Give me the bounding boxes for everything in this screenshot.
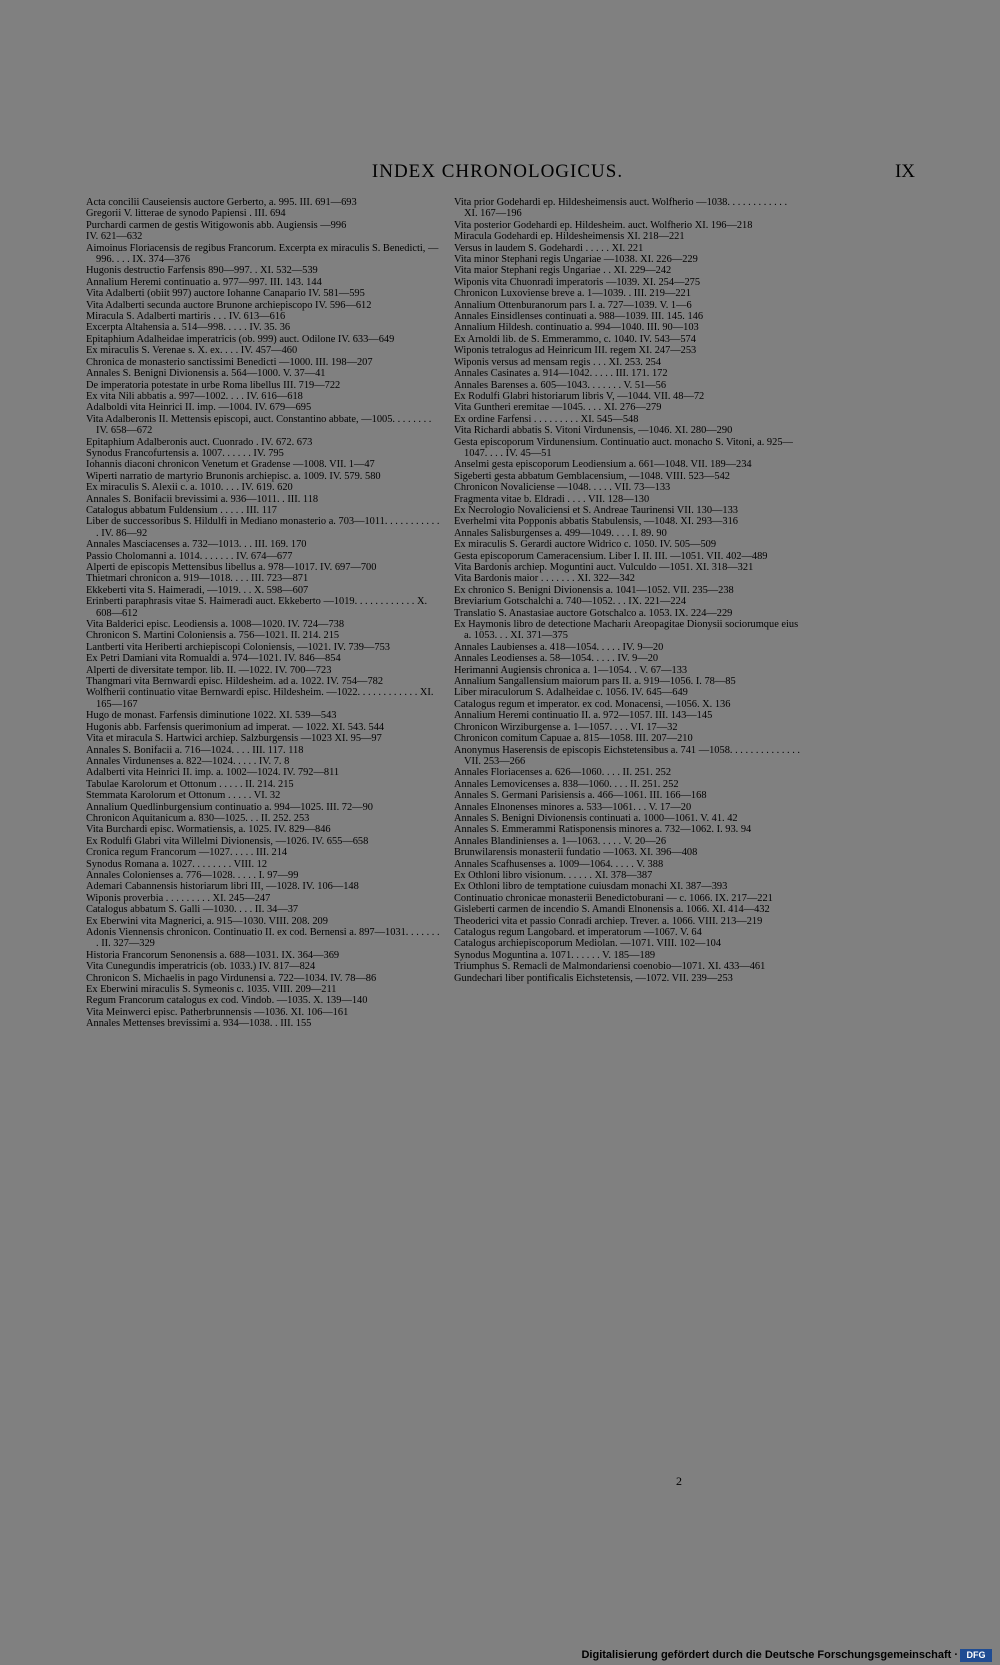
right-column — [454, 197, 802, 984]
index-entry: Catalogus abbatum S. Galli —1030. . . . II. 34—37 — [86, 904, 299, 916]
index-entry: Brunwilarensis monasterii fundatio —1063. XI. 396—408 — [454, 847, 698, 859]
index-entry: Vita Balderici episc. Leodiensis a. 1008—1020. IV. 724—738 — [86, 619, 345, 631]
index-entry: Annales Leodienses a. 58—1054. . . . . IV. 9—20 — [454, 653, 659, 665]
index-entry: Vita Adalberonis II. Mettensis episcopi, auct. Constantino abbate, —1005. . . . . . . . IV. 658—672 — [86, 413, 432, 437]
index-entry: Annales Laubienses a. 418—1054. . . . . IV. 9—20 — [454, 641, 664, 653]
index-entry: Ex miraculis S. Gerardi auctore Widrico c. 1050. IV. 505—509 — [454, 539, 717, 551]
index-entry: Annales Einsidlenses continuati a. 988—1039. III. 145. 146 — [454, 311, 704, 323]
index-entry: Ex Petri Damiani vita Romualdi a. 974—1021. IV. 846—854 — [86, 653, 341, 665]
left-column — [86, 197, 444, 1030]
index-entry: Ex Haymonis libro de detectione Machariι Areopagitae Dionysii sociorumque eius a. 1053. . . XI. 371—375 — [454, 619, 799, 642]
signature-mark: 2 — [676, 1474, 682, 1488]
index-entry: Gundechari liber pontificalis Eichstetensis, —1072. VII. 239—253 — [454, 972, 733, 984]
index-entry: Purchardi carmen de gestis Witigowonis abb. Augiensis —996 — [86, 219, 347, 231]
index-entry: Annalium Heremi continuatio II. a. 972—1057. III. 143—145 — [454, 710, 713, 722]
index-entry: Erinberti paraphrasis vitae S. Haimeradi auct. Ekkeberto —1019. . . . . . . . . . . . X. 608—612 — [86, 596, 428, 619]
index-entry: Vita Cunegundis imperatricis (ob. 1033.) IV. 817—824 — [86, 961, 316, 973]
index-entry: Annales S. Germani Parisiensis a. 466—1061. III. 166—168 — [454, 790, 707, 802]
index-entry: IV. 621—632 — [86, 231, 143, 243]
index-entry: Wiperti narratio de martyrio Brunonis archiepisc. a. 1009. IV. 579. 580 — [86, 470, 381, 482]
index-entry: Synodus Romana a. 1027. . . . . . . . VIII. 12 — [86, 858, 268, 870]
index-entry: Chronicon Novaliciense —1048. . . . . VII. 73—133 — [454, 482, 671, 494]
index-entry: Vita posterior Godehardi ep. Hildesheim. auct. Wolfherio XI. 196—218 — [454, 219, 753, 231]
index-entry: Anonymus Haserensis de episcopis Eichstetensibus a. 741 —1058. . . . . . . . . . . . . . VII. 253—266 — [454, 744, 801, 767]
index-entry: Gesta episcoporum Virdunensium. Continuatio auct. monacho S. Vitoni, a. 925—1047. . . . IV. 45—51 — [454, 436, 793, 459]
index-entry: Triumphus S. Remacli de Malmondariensi coenobio—1071. XI. 433—461 — [454, 961, 766, 973]
page-header — [80, 160, 915, 184]
index-entry: Catalogus abbatum Fuldensium . . . . . III. 117 — [86, 504, 277, 516]
index-entry: Ex ordine Farfensi . . . . . . . . . XI. 545—548 — [454, 413, 639, 425]
index-entry: Chronicon comitum Capuae a. 815—1058. III. 207—210 — [454, 733, 693, 745]
index-entry: Sigeberti gesta abbatum Gemblacensium, —1048. VIII. 523—542 — [454, 470, 730, 482]
index-entry: Gregorii V. litterae de synodo Papiensi . III. 694 — [86, 208, 286, 220]
index-entry: Annales Colonienses a. 776—1028. . . . . I. 97—99 — [86, 869, 299, 881]
index-entry: Chronicon S. Martini Coloniensis a. 756—1021. II. 214. 215 — [86, 630, 340, 642]
index-entry: Annalium Quedlinburgensium continuatio a. 994—1025. III. 72—90 — [86, 801, 373, 813]
index-entry: Wolfherii continuatio vitae Bernwardi episc. Hildesheim. —1022. . . . . . . . . . . . XI. 165—167 — [86, 687, 434, 710]
index-entry: Ex vita Nili abbatis a. 997—1002. . . . IV. 616—618 — [86, 390, 303, 402]
index-entry: Ex Rodulfi Glabri vita Willelmi Divionensis, —1026. IV. 655—658 — [86, 835, 369, 847]
index-entry: Chronicon Wirziburgense a. 1—1057. . . . VI. 17—32 — [454, 721, 678, 733]
index-entry: Ex Eberwini vita Magnerici, a. 915—1030. VIII. 208. 209 — [86, 915, 328, 927]
index-entry: Wiponis tetralogus ad Heinricum III. regem XI. 247—253 — [454, 345, 697, 357]
index-entry: Annales S. Benigni Divionensis continuati a. 1000—1061. V. 41. 42 — [454, 812, 738, 824]
page-number: IX — [894, 161, 915, 182]
index-entry: Annales Virdunenses a. 822—1024. . . . . IV. 7. 8 — [86, 755, 290, 767]
index-entry: Adonis Viennensis chronicon. Continuatio II. ex cod. Bernensi a. 897—1031. . . . . . . . II. 327—329 — [86, 927, 440, 950]
index-entry: Excerpta Altahensia a. 514—998. . . . . IV. 35. 36 — [86, 322, 291, 334]
index-entry: Thietmari chronicon a. 919—1018. . . . III. 723—871 — [86, 573, 309, 585]
index-entry: Herimanni Augiensis chronica a. 1—1054. . V. 67—133 — [454, 664, 688, 676]
index-entry: De imperatoria potestate in urbe Roma libellus III. 719—722 — [86, 379, 341, 391]
index-entry: Anselmi gesta episcoporum Leodiensium a. 661—1048. VII. 189—234 — [454, 459, 752, 471]
index-entry: Ex Othloni libro visionum. . . . . . XI. 378—387 — [454, 869, 653, 881]
index-entry: Annales Salisburgenses a. 499—1049. . . . I. 89. 90 — [454, 527, 667, 539]
index-entry: Gisleberti carmen de incendio S. Amandi Elnonensis a. 1066. XI. 414—432 — [454, 904, 770, 916]
index-entry: Vita Meinwerci episc. Patherbrunnensis —1036. XI. 106—161 — [86, 1006, 349, 1018]
index-entry: Hugonis destructio Farfensis 890—997. . XI. 532—539 — [86, 265, 318, 277]
index-entry: Annales Masciacenses a. 732—1013. . . III. 169. 170 — [86, 539, 307, 551]
index-entry: Iohannis diaconi chronicon Venetum et Gradense —1008. VII. 1—47 — [86, 459, 375, 471]
index-entry: Thangmari vita Bernwardi episc. Hildesheim. ad a. 1022. IV. 754—782 — [86, 676, 384, 688]
index-entry: Epitaphium Adalberonis auct. Cuonrado . IV. 672. 673 — [86, 436, 313, 448]
index-entry: Vita Bardonis archiep. Moguntini auct. Vulculdo —1051. XI. 318—321 — [454, 562, 754, 573]
index-entry: Fragmenta vitae b. Eldradi . . . . VII. 128—130 — [454, 493, 650, 505]
index-entry: Liber de successoribus S. Hildulfi in Mediano monasterio a. 703—1011. . . . . . . . . . . . IV. 86—92 — [86, 516, 440, 539]
index-entry: Annalium Sangallensium maiorum pars II. a. 919—1056. I. 78—85 — [454, 676, 736, 688]
index-entry: Ex miraculis S. Verenae s. X. ex. . . . IV. 457—460 — [86, 345, 298, 357]
index-entry: Cronica regum Francorum —1027. . . . . III. 214 — [86, 847, 288, 859]
index-entry: Annalium Heremi continuatio a. 977—997. III. 143. 144 — [86, 276, 322, 288]
dfg-logo: DFG — [960, 1649, 992, 1662]
index-entry: Adalberti vita Heinrici II. imp. a. 1002—1024. IV. 792—811 — [86, 767, 340, 779]
index-entry: Annalium Hildesh. continuatio a. 994—1040. III. 90—103 — [454, 322, 699, 334]
index-entry: Vita Bardonis maior . . . . . . . XI. 322—342 — [454, 573, 635, 585]
index-entry: Gesta episcoporum Cameracensium. Liber I. II. III. —1051. VII. 402—489 — [454, 550, 768, 562]
index-entry: Tabulae Karolorum et Ottonum . . . . . II. 214. 215 — [86, 778, 294, 790]
index-entry: Annalium Ottenburanorum pars I. a. 727—1039. V. 1—6 — [454, 299, 692, 311]
index-entry: Ex Rodulfi Glabri historiarum libris V, —1044. VII. 48—72 — [454, 390, 705, 402]
index-entry: Epitaphium Adalheidae imperatricis (ob. 999) auct. Odilone IV. 633—649 — [86, 333, 395, 345]
index-entry: Everhelmi vita Popponis abbatis Stabulensis, —1048. XI. 293—316 — [454, 516, 738, 528]
index-entry: Stemmata Karolorum et Ottonum . . . . . VI. 32 — [86, 790, 281, 802]
index-entry: Vita maior Stephani regis Ungariae . . XI. 229—242 — [454, 265, 672, 277]
index-entry: Annales S. Emmerammi Ratisponensis minores a. 732—1062. I. 93. 94 — [454, 824, 752, 836]
index-entry: Vita prior Godehardi ep. Hildesheimensis auct. Wolfherio —1038. . . . . . . . . . . . XI. 167—196 — [454, 197, 788, 220]
index-entry: Synodus Moguntina a. 1071. . . . . . V. 185—189 — [454, 949, 656, 961]
index-entry: Passio Cholomanni a. 1014. . . . . . . IV. 674—677 — [86, 550, 293, 562]
index-entry: Ex Necrologio Novaliciensi et S. Andreae Taurinensi VII. 130—133 — [454, 504, 738, 516]
index-entry: Vita minor Stephani regis Ungariae —1038. XI. 226—229 — [454, 254, 698, 266]
index-entry: Miracula S. Adalberti martiris . . . IV. 613—616 — [86, 311, 286, 323]
index-entry: Chronicon S. Michaelis in pago Virdunensi a. 722—1034. IV. 78—86 — [86, 972, 377, 984]
index-entry: Aimoinus Floriacensis de regibus Francorum. Excerpta ex miraculis S. Benedicti, —996. . . . IX. 374—376 — [86, 242, 439, 266]
index-entry: Vita Adalberti secunda auctore Brunone archiepiscopo IV. 596—612 — [86, 299, 372, 311]
index-entry: Annales Scafhusenses a. 1009—1064. . . . . V. 388 — [454, 858, 664, 870]
index-entry: Ex Arnoldi lib. de S. Emmerammo, c. 1040. IV. 543—574 — [454, 333, 696, 345]
index-entry: Versus in laudem S. Godehardi . . . . . XI. 221 — [454, 242, 644, 254]
footer-credit: Digitalisierung gefördert durch die Deutsche Forschungsgemeinschaft · — [581, 1649, 958, 1661]
index-entry: Catalogus archiepiscoporum Mediolan. —1071. VIII. 102—104 — [454, 938, 722, 950]
index-entry: Chronicon Aquitanicum a. 830—1025. . . II. 252. 253 — [86, 812, 310, 824]
index-entry: Vita Burchardi episc. Wormatiensis, a. 1025. IV. 829—846 — [86, 824, 331, 836]
index-entry: Synodus Francofurtensis a. 1007. . . . . . IV. 795 — [86, 447, 284, 459]
index-entry: Annales S. Bonifacii brevissimi a. 936—1011. . III. 118 — [86, 493, 319, 505]
index-entry: Wiponis vita Chuonradi imperatoris —1039. XI. 254—275 — [454, 276, 701, 288]
index-entry: Lantberti vita Heriberti archiepiscopi Coloniensis, —1021. IV. 739—753 — [86, 641, 390, 653]
index-entry: Annales Blandinienses a. 1—1063. . . . . V. 20—26 — [454, 835, 667, 847]
index-entry: Wiponis proverbia . . . . . . . . . XI. 245—247 — [86, 892, 271, 904]
index-entry: Ex chronico S. Benigni Divionensis a. 1041—1052. VII. 235—238 — [454, 584, 734, 596]
footer-bar — [0, 1647, 1000, 1665]
index-entry: Annales S. Bonifacii a. 716—1024. . . . III. 117. 118 — [86, 744, 304, 756]
index-entry: Continuatio chronicae monasterii Benedictoburani — c. 1066. IX. 217—221 — [454, 892, 773, 904]
index-entry: Regum Francorum catalogus ex cod. Vindob. —1035. X. 139—140 — [86, 995, 368, 1007]
index-entry: Annales S. Benigni Divionensis a. 564—1000. V. 37—41 — [86, 368, 326, 380]
index-entry: Ex miraculis S. Alexii c. a. 1010. . . . IV. 619. 620 — [86, 482, 293, 494]
index-entry: Vita Richardi abbatis S. Vitoni Virdunensis, —1046. XI. 280—290 — [454, 425, 733, 437]
index-entry: Vita Guntheri eremitae —1045. . . . XI. 276—279 — [454, 402, 662, 414]
index-entry: Liber miraculorum S. Adalheidae c. 1056. IV. 645—649 — [454, 687, 688, 699]
index-entry: Annales Elnonenses minores a. 533—1061. . . V. 17—20 — [454, 801, 692, 813]
index-entry: Chronicon Luxoviense breve a. 1—1039. . III. 219—221 — [454, 288, 691, 300]
index-entry: Translatio S. Anastasiae auctore Gotschalco a. 1053. IX. 224—229 — [454, 607, 733, 619]
index-entry: Annales Lemovicenses a. 838—1060. . . . II. 251. 252 — [454, 778, 679, 790]
index-entry: Theoderici vita et passio Conradi archiep. Trever. a. 1066. VIII. 213—219 — [454, 915, 763, 927]
index-entry: Vita et miracula S. Hartwici archiep. Salzburgensis —1023 XI. 95—97 — [86, 733, 382, 745]
index-entry: Vita Adalberti (obiit 997) auctore Iohanne Canapario IV. 581—595 — [86, 288, 365, 300]
index-entry: Miracula Godehardi ep. Hildesheimensis XI. 218—221 — [454, 231, 685, 243]
index-entry: Annales Mettenses brevissimi a. 934—1038. . III. 155 — [86, 1018, 312, 1030]
index-entry: Chronica de monasterio sanctissimi Benedicti —1000. III. 198—207 — [86, 356, 373, 368]
index-entry: Catalogus regum et imperator. ex cod. Monacensi, —1056. X. 136 — [454, 698, 731, 710]
index-entry: Hugo de monast. Farfensis diminutione 1022. XI. 539—543 — [86, 710, 337, 722]
index-entry: Alperti de diversitate tempor. lib. II. —1022. IV. 700—723 — [86, 664, 332, 676]
index-entry: Hugonis abb. Farfensis querimonium ad imperat. — 1022. XI. 543. 544 — [86, 721, 385, 733]
index-entry: Historia Francorum Senonensis a. 688—1031. IX. 364—369 — [86, 949, 340, 961]
index-entry: Breviarium Gotschalchi a. 740—1052. . . IX. 221—224 — [454, 596, 687, 608]
index-entry: Annales Floriacenses a. 626—1060. . . . II. 251. 252 — [454, 767, 672, 779]
index-entry: Acta concilii Causeiensis auctore Gerberto, a. 995. III. 691—693 — [86, 197, 357, 208]
index-entry: Ademari Cabannensis historiarum libri III, —1028. IV. 106—148 — [86, 881, 359, 893]
index-entry: Annales Barenses a. 605—1043. . . . . . . V. 51—56 — [454, 379, 667, 391]
index-entry: Ekkeberti vita S. Haimeradi, —1019. . . X. 598—607 — [86, 584, 309, 596]
index-entry: Ex Eberwini miraculis S. Symeonis c. 1035. VIII. 209—211 — [86, 984, 337, 996]
index-entry: Wiponis versus ad mensam regis . . . XI. 253. 254 — [454, 356, 662, 368]
index-entry: Annales Casinates a. 914—1042. . . . . III. 171. 172 — [454, 368, 668, 380]
index-entry: Adalboldi vita Heinrici II. imp. —1004. IV. 679—695 — [86, 402, 312, 414]
page-title: INDEX CHRONOLOGICUS. — [371, 161, 624, 182]
index-entry: Alperti de episcopis Mettensibus libellus a. 978—1017. IV. 697—700 — [86, 562, 377, 573]
index-entry: Ex Othloni libro de temptatione cuiusdam monachi XI. 387—393 — [454, 881, 728, 893]
index-entry: Catalogus regum Langobard. et imperatorum —1067. V. 64 — [454, 927, 702, 938]
